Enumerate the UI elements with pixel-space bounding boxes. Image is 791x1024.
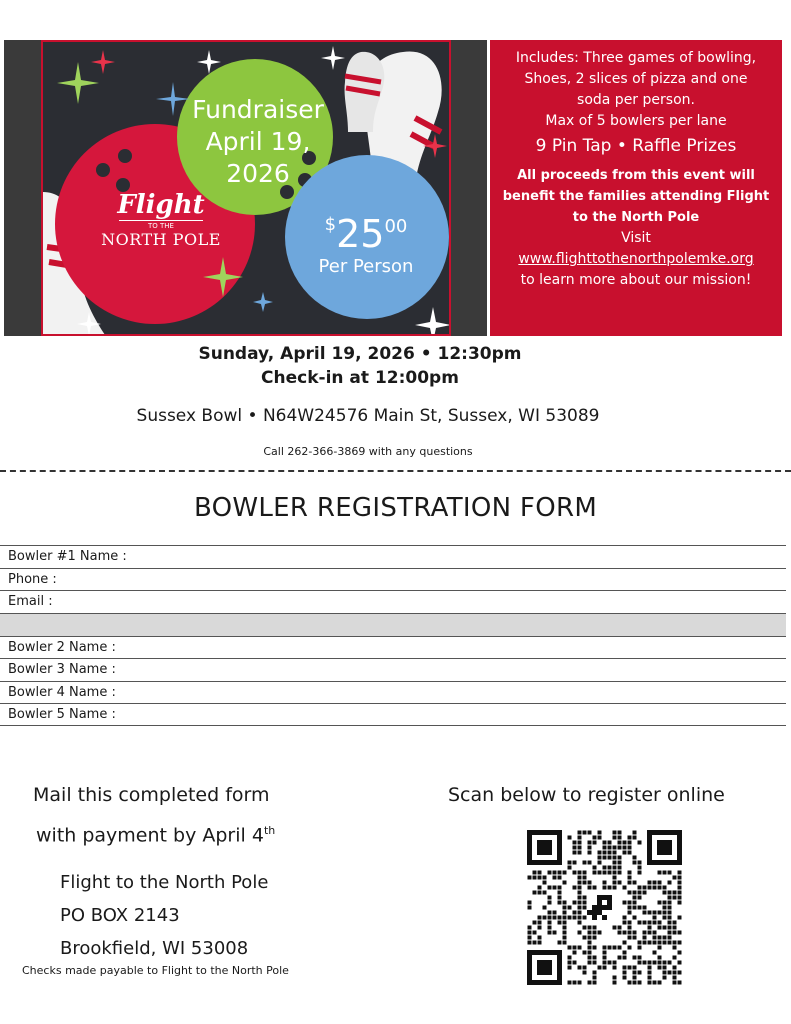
mail-deadline-text: with payment by April 4 — [36, 824, 264, 847]
event-date: Sunday, April 19, 2026 • 12:30pm — [198, 344, 522, 364]
cut-line — [0, 470, 791, 472]
contact-phone: Call 262-366-3869 with any questions — [263, 445, 473, 458]
registration-form — [0, 545, 786, 726]
event-info-box — [490, 40, 782, 336]
fundraiser-label: Fundraiser — [192, 95, 324, 124]
logo-north-pole-text: NORTH POLE — [101, 230, 221, 249]
event-banner — [4, 40, 487, 336]
fundraiser-date: April 19, — [205, 127, 311, 156]
checks-payable-note: Checks made payable to Flight to the North Pole — [22, 964, 289, 977]
info-proceeds — [490, 165, 782, 228]
info-proceeds-2: benefit the families attending Flight — [502, 189, 770, 204]
registration-qr-code[interactable] — [527, 830, 682, 985]
fundraiser-title — [183, 94, 333, 190]
info-extras: 9 Pin Tap • Raffle Prizes — [535, 136, 737, 156]
info-proceeds-3: to the North Pole — [572, 210, 700, 225]
address-org: Flight to the North Pole — [60, 872, 269, 893]
price-currency: $ — [324, 214, 337, 235]
price-cents: 00 — [384, 216, 408, 237]
bowler3-name-field[interactable]: Bowler 3 Name : — [0, 658, 786, 681]
mail-instruction: Mail this completed form — [33, 784, 270, 806]
address-city: Brookfield, WI 53008 — [60, 938, 249, 959]
mail-deadline — [36, 824, 275, 846]
flight-logo — [91, 190, 231, 249]
event-checkin: Check-in at 12:00pm — [261, 368, 459, 388]
info-includes-3: soda per person. — [577, 92, 695, 108]
form-title: BOWLER REGISTRATION FORM — [193, 493, 598, 523]
info-visit: Visit — [621, 230, 651, 246]
info-max-bowlers: Max of 5 bowlers per lane — [545, 113, 727, 129]
per-person-label: Per Person — [318, 256, 414, 277]
form-separator — [0, 613, 786, 636]
website-link[interactable]: www.flighttothenorthpolemke.org — [518, 251, 754, 267]
info-proceeds-1: All proceeds from this event will — [517, 168, 755, 183]
bowler4-name-field[interactable]: Bowler 4 Name : — [0, 681, 786, 704]
qr-code-graphic — [527, 830, 682, 985]
bowler5-name-field[interactable]: Bowler 5 Name : — [0, 703, 786, 726]
event-datetime — [0, 342, 720, 390]
mailing-address — [60, 866, 268, 965]
fundraiser-year: 2026 — [226, 159, 290, 188]
price-amount: 25 — [336, 212, 385, 256]
info-mission: to learn more about our mission! — [520, 272, 752, 288]
logo-to-the-text: TO THE — [119, 220, 203, 230]
scan-instruction: Scan below to register online — [448, 784, 725, 806]
email-field[interactable]: Email : — [0, 590, 786, 613]
bowler2-name-field[interactable]: Bowler 2 Name : — [0, 636, 786, 659]
banner-artwork — [41, 40, 451, 336]
bowler1-name-field[interactable]: Bowler #1 Name : — [0, 545, 786, 568]
price-tag — [311, 212, 421, 256]
event-venue: Sussex Bowl • N64W24576 Main St, Sussex, WI 53089 — [136, 406, 600, 426]
phone-field[interactable]: Phone : — [0, 568, 786, 591]
logo-flight-text: Flight — [117, 190, 205, 220]
info-includes: Includes: Three games of bowling, — [515, 50, 757, 66]
mail-deadline-suffix: th — [263, 824, 276, 837]
address-po-box: PO BOX 2143 — [60, 905, 180, 926]
info-includes-2: Shoes, 2 slices of pizza and one — [524, 71, 748, 87]
